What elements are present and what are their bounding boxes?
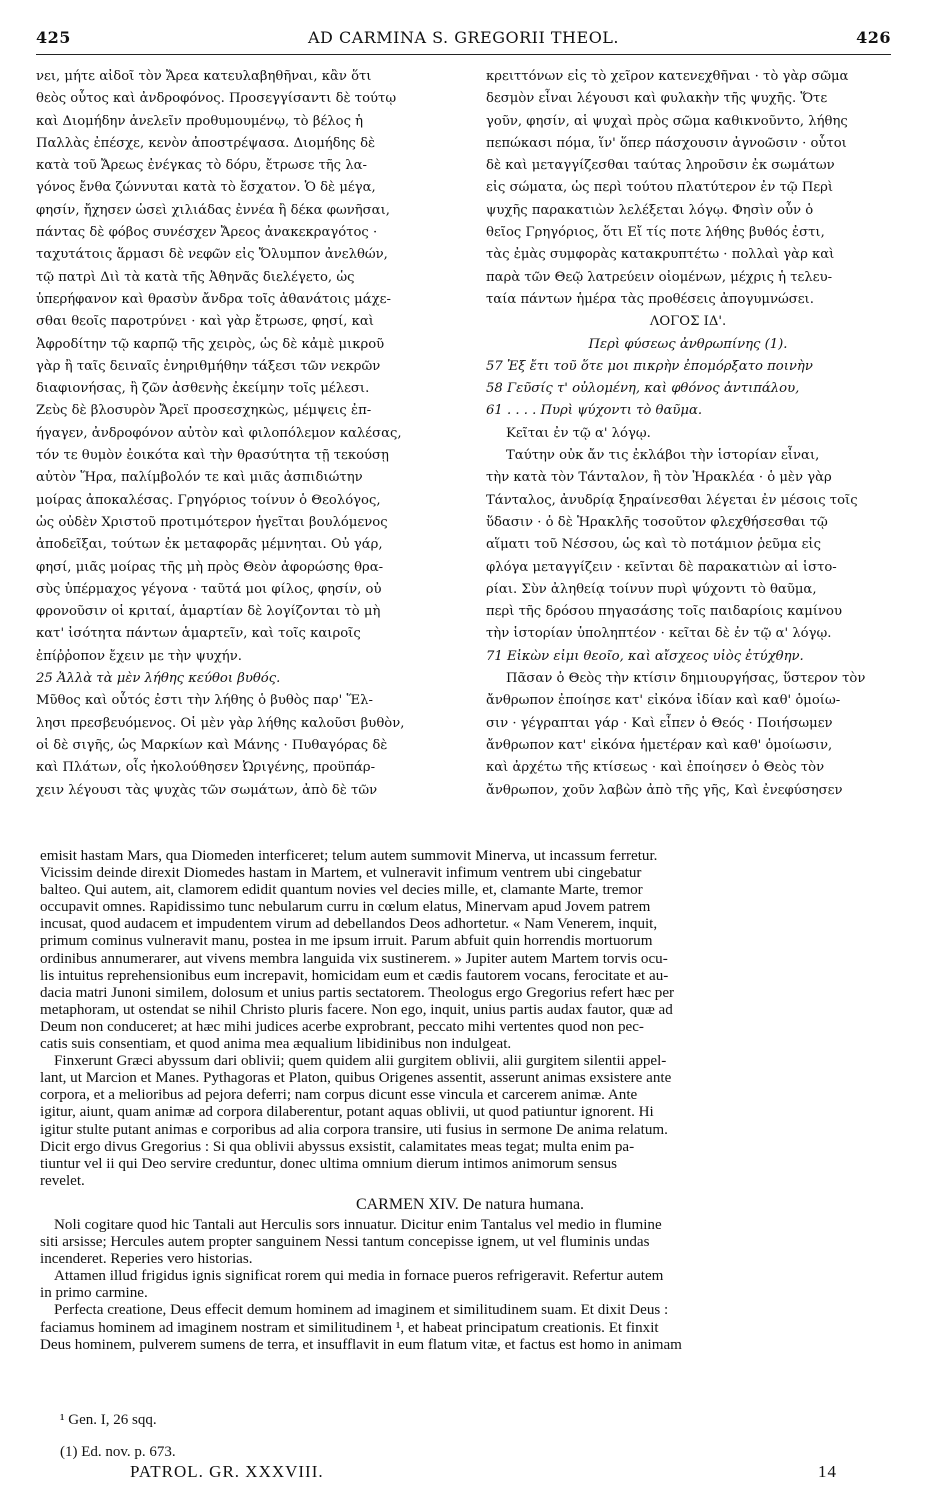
latin-line: dacia matri Junoni similem, dolosum et unius partis sectatorem. Theologus ergo Gregorius refert hæc per — [40, 984, 675, 1001]
latin-line: faciamus hominem ad imaginem nostram et similitudinem ¹, et habeat principatum creationis. Et finxit — [40, 1319, 659, 1336]
latin-translation — [40, 848, 900, 1354]
greek-right-line: τὰς ἐμὰς συμφορὰς κατακρυπτέτω · πολλαὶ γὰρ καὶ — [486, 247, 835, 263]
greek-left-line: νει, μήτε αἰδοῖ τὸν Ἄρεα κατευλαβηθῆναι, κἂν ὅτι — [36, 69, 372, 84]
greek-right-line: γοῦν, φησίν, αἱ ψυχαὶ πρὸς σῶμα καθικνοῦντο, λήθης — [486, 113, 848, 129]
greek-right-line: Κεῖται ἐν τῷ α' λόγῳ. — [506, 425, 651, 441]
latin-line: Dicit ergo divus Gregorius : Si qua oblivii abyssus exsistit, calamitates meas tegat; multa enim pa- — [40, 1138, 635, 1155]
footnote-edition: (1) Ed. nov. p. 673. — [60, 1444, 176, 1460]
greek-left-line: σθαι θεοῖς παροτρύνει · καὶ γὰρ ἔτρωσε, φησί, καὶ — [36, 314, 374, 330]
greek-left-line: κατὰ τοῦ Ἄρεως ἐνέγκας τὸ δόρυ, ἔτρωσε τῆς λα- — [36, 158, 367, 174]
greek-right-line: 57 Ἐξ ἔτι τοῦ ὅτε μοι πικρὴν ἐπομόρξατο ποινὴν — [486, 358, 813, 374]
greek-right-line: δὲ καὶ μεταγγίζεσθαι ταύτας ληροῦσιν ἐκ σωμάτων — [486, 158, 835, 174]
latin-line: primum cominus vulneravit manu, postea in me ipsum irruit. Parum abfuit quin horrendis mortuorum — [40, 933, 653, 950]
greek-left-line: διαφιονήσας, ἢ ζῶν ἀσθενὴς ἐκείμην τοῖς μέλεσι. — [36, 381, 370, 397]
latin-line: lant, ut Marcion et Manes. Pythagoras et Platon, quibus Origenes assentit, asserunt animas exsistere ante — [40, 1070, 672, 1087]
latin-line: catis suis consentiam, et quod anima mea æqualium libidinibus non indulgeat. — [40, 1036, 512, 1053]
greek-left-line: τῷ πατρὶ Διὶ τὰ κατὰ τῆς Ἀθηνᾶς διελέγετο, ὡς — [36, 269, 355, 285]
greek-right-line: ὕδασιν · ὁ δὲ Ἡρακλῆς τοσοῦτον φλεχθήσεσθαι τῷ — [486, 514, 828, 530]
greek-left-line: σὺς ὑπέρμαχος γέγονα · ταῦτά μοι φίλος, φησίν, οὐ — [36, 581, 382, 597]
footer-signature: 14 — [818, 1462, 837, 1481]
header-rule — [36, 54, 891, 55]
latin-line: Perfecta creatione, Deus effecit demum hominem ad imaginem et similitudinem suam. Et dixit Deus : — [54, 1302, 669, 1319]
greek-left-line: φρονοῦσιν οἱ κριταί, ἁμαρτίαν δὲ λογίζονται τὸ μὴ — [36, 604, 381, 620]
latin-line: metaphoram, ut ostendat se nihil Christo pluris facere. Non ego, inquit, unius partis audax fautor, quæ ad — [40, 1001, 673, 1018]
latin-line: corpora, et a melioribus ad pejora deferri; nam corpus dicunt esse vincula et carcerem animæ. Ante — [40, 1087, 638, 1104]
greek-right-line: παρὰ τῶν Θεῷ λατρεύειν οἰομένων, μέχρις ἡ τελευ- — [486, 269, 833, 285]
greek-left-line: χειν λέγουσι τὰς ψυχὰς τῶν σωμάτων, ἀπὸ δὲ τῶν — [36, 782, 378, 798]
latin-line: Deus hominem, pulverem sumens de terra, et insufflavit in eum flatum vitæ, et factus est homo in animam — [40, 1336, 682, 1353]
latin-line: occupavit omnes. Rapidissimo tunc nebularum curru in cœlum elatus, Minervam apud Jovem patrem — [40, 899, 651, 916]
running-title: AD CARMINA S. GREGORII THEOL. — [307, 28, 620, 47]
greek-left-line: γόνος ἔνθα ζώννυται κατὰ τὸ ἔσχατον. Ὁ δὲ μέγα, — [36, 180, 376, 196]
latin-line: Deum non conduceret; at hæc mihi judices acerbe exprobrant, peccato mihi vertentes quod non pec- — [40, 1018, 644, 1035]
greek-right-line: εἰς σώματα, ὡς περὶ τούτου πλατύτερον ἐν τῷ Περὶ — [486, 180, 834, 196]
latin-line: Finxerunt Græci abyssum dari oblivii; quem quidem alii gurgitem oblivii, alii gurgitem silentii appel- — [54, 1053, 667, 1070]
greek-right-line: Πᾶσαν ὁ Θεὸς τὴν κτίσιν δημιουργήσας, ὕστερον τὸν — [506, 671, 866, 687]
greek-right-line: Τάνταλος, ἀνυδρίᾳ ξηραίνεσθαι λέγεται ἐν μέσοις τοῖς — [486, 492, 858, 508]
greek-left-line: θεὸς οὗτος καὶ ἀνδροφόνος. Προσεγγίσαντι δὲ τούτῳ — [36, 91, 397, 107]
greek-left-line: αὐτὸν Ἥρα, παλίμβολόν τε καὶ μιᾶς ἀσπιδιώτην — [36, 470, 363, 486]
greek-left-line: 25 Ἀλλὰ τὰ μὲν λήθης κεύθοι βυθός. — [36, 671, 281, 687]
greek-left-line: Παλλὰς ἐπέσχε, κενὸν ἀποστρέψασα. Διομήδης δὲ — [36, 135, 376, 151]
latin-line: revelet. — [40, 1172, 85, 1189]
greek-left-line: καὶ Διομήδην ἀνελεῖν προθυμουμένῳ, τὸ βέλος ἡ — [36, 113, 364, 129]
latin-line: lis intuitus reprehensionibus eum increpavit, homicidam eum et cædis fautorem vocans, ferocitate et au- — [40, 967, 669, 984]
greek-left-line: λησι πρεσβευόμενος. Οἱ μὲν γὰρ λήθης καλοῦσι βυθὸν, — [36, 715, 405, 731]
greek-left-line: Ἀφροδίτην τῷ καρπῷ τῆς χειρὸς, ὡς δὲ κἀμὲ μικροῦ — [36, 336, 385, 352]
greek-column-left — [36, 66, 468, 826]
latin-line: Noli cogitare quod hic Tantali aut Herculis sors innuatur. Dicitur enim Tantalus vel medio in flumine — [54, 1216, 662, 1233]
greek-right-line: 61 . . . . Πυρὶ ψύχοντι τὸ θαῦμα. — [486, 403, 703, 419]
greek-left-line: ταχυτάτοις ἅρμασι δὲ νεφῶν εἰς Ὄλυμπον ἀνελθών, — [36, 247, 388, 263]
greek-left-line: φησίν, ἤχησεν ὡσεὶ χιλιάδας ἐννέα ἢ δέκα φωνῆσαι, — [36, 202, 390, 218]
latin-line: Vicissim deinde direxit Diomedes hastam in Martem, et vulneravit infimum ventrem ubi cingebatur — [40, 865, 642, 882]
greek-right-line: τὴν κατὰ τὸν Τάνταλον, ἢ τὸν Ἡρακλέα · ὁ μὲν γὰρ — [486, 470, 832, 486]
greek-right-line: 71 Εἰκὼν εἰμι θεοῖο, καὶ αἴσχεος υἱὸς ἐτύχθην. — [486, 648, 804, 664]
greek-right-line: ρίαι. Σὺν ἀληθείᾳ τοίνυν πυρὶ ψύχοντι τὸ θαῦμα, — [486, 581, 817, 597]
running-header — [36, 28, 891, 52]
greek-left-line: ήγαγεν, ἀνδροφόνον αὐτὸν καὶ φιλοπόλεμον καλέσας, — [36, 425, 402, 441]
footnote-scripture: ¹ Gen. I, 26 sqq. — [60, 1412, 157, 1428]
greek-right-line: τὴν ἱστορίαν ὑποληπτέον · κεῖται δὲ ἐν τῷ α' λόγῳ. — [486, 626, 832, 642]
greek-left-line: ἀποδεῖξαι, τούτων ἐκ μεταφορᾶς μέμνηται. Οὐ γάρ, — [36, 537, 383, 553]
latin-line: igitur, aiunt, quam animæ ad corpora dilaberentur, potant aquas oblivii, ut quod patiuntur ignorent. Hi — [40, 1104, 654, 1121]
latin-line: in primo carmine. — [40, 1285, 148, 1302]
latin-line: igitur stulte putant animas e corporibus ad alia corpora transire, uti fusius in sermone De anima relatum. — [40, 1121, 668, 1138]
greek-right-line: πεπώκασι πόμα, ἵν' ὅπερ πάσχουσιν ἀγνοῶσιν · οὗτοι — [486, 135, 847, 151]
greek-right-line: θεῖος Γρηγόριος, ὅτι Εἴ τίς ποτε λήθης βυθός ἐστι, — [486, 225, 825, 241]
greek-right-line: δεσμὸν εἶναι λέγουσι καὶ φυλακὴν τῆς ψυχῆς. Ὅτε — [486, 91, 828, 107]
latin-line: ordinibus annumerarer, aut vivens membra languida vix sustinerem. » Jupiter autem Martem torvis ocu- — [40, 950, 668, 967]
footer-series-title: PATROL. GR. XXXVIII. — [130, 1462, 324, 1481]
greek-right-line: αἵματι τοῦ Νέσσου, ὡς καὶ τὸ ποτάμιον ῥεῦμα εἰς — [486, 537, 821, 553]
greek-left-line: πάντας δὲ φόβος συνέσχεν Ἄρεος ἀνακεκραγότος · — [36, 225, 378, 241]
page-number-left: 425 — [36, 28, 71, 47]
greek-left-line: Μῦθος καὶ οὗτός ἐστι τὴν λήθης ὁ βυθὸς παρ' Ἕλ- — [36, 693, 373, 709]
greek-left-line: ὡς οὐδὲν Χριστοῦ προτιμότερον ἡγεῖται βουλόμενος — [36, 514, 388, 530]
greek-right-line: καὶ ἀρχέτω τῆς κτίσεως · καὶ ἐποίησεν ὁ Θεὸς τὸν — [486, 760, 825, 776]
page-number-right: 426 — [856, 28, 891, 47]
latin-line: emisit hastam Mars, qua Diomeden interficeret; telum autem summovit Minerva, ut incassum ferretur. — [40, 848, 658, 864]
greek-right-line: περὶ τῆς δρόσου πηγασάσης τοῖς παιδαρίοις καμίνου — [486, 604, 842, 620]
latin-line: incenderet. Reperies vero historias. — [40, 1251, 253, 1268]
greek-right-line: Ταύτην οὐκ ἄν τις ἐκλάβοι τὴν ἱστορίαν εἶναι, — [506, 448, 820, 464]
greek-right-line: ἄνθρωπον, χοῦν λαβὼν ἀπὸ τῆς γῆς, Καὶ ἐνεφύσησεν — [486, 782, 843, 798]
latin-line: siti arsisse; Hercules autem propter sanguinem Nessi tantum concepisse ignem, ut vel fluminis undas — [40, 1234, 650, 1251]
greek-left-line: γὰρ ἢ ταῖς δειναῖς ἐνηριθμήθην τάξεσι τῶν νεκρῶν — [36, 358, 381, 374]
latin-line: Attamen illud frigidus ignis significat rorem qui media in fornace pueros refrigeravit. Refertur autem — [54, 1268, 664, 1285]
greek-left-line: κατ' ἰσότητα πάντων ἁμαρτεῖν, καὶ τοῖς καιροῖς — [36, 626, 361, 642]
greek-left-line: οἱ δὲ σιγῆς, ὡς Μαρκίων καὶ Μάνης · Πυθαγόρας δὲ — [36, 737, 388, 753]
greek-right-line: 58 Γεῦσίς τ' οὐλομένη, καὶ φθόνος ἀντιπάλου, — [486, 381, 800, 397]
greek-left-line: ἐπίῤῥοπον ἔχειν με τὴν ψυχήν. — [36, 648, 242, 664]
greek-left-line: φησί, μιᾶς μοίρας τῆς μὴ πρὸς Θεὸν ἀφορώσης θρα- — [36, 559, 384, 575]
latin-line: balteo. Qui autem, ait, clamorem edidit quantum novies vel decies mille, et, clamante Marte, tremor — [40, 882, 643, 899]
greek-right-line: ἄνθρωπον ἐποίησε κατ' εἰκόνα ἰδίαν καὶ καθ' ὁμοίω- — [486, 693, 841, 709]
greek-right-line: ταία πάντων ἡμέρα τὰς προθέσεις ἀπογυμνώσει. — [486, 291, 814, 307]
latin-line: tiuntur vel ii qui Deo servire creduntur, donec ultima omnium dierum intimos animorum sensus — [40, 1155, 618, 1172]
greek-left-line: καὶ Πλάτων, οἷς ἠκολούθησεν Ὠριγένης, προϋπάρ- — [36, 760, 376, 776]
greek-left-line: ὑπερήφανον καὶ θρασὺν ἄνδρα τοῖς ἀθανάτοις μάχε- — [36, 291, 391, 307]
latin-line: CARMEN XIV. De natura humana. — [355, 1195, 585, 1213]
greek-left-line: μοίρας ἀποκαλέσας. Γρηγόριος τοίνυν ὁ Θεολόγος, — [36, 492, 381, 508]
greek-right-line: κρειττόνων εἰς τὸ χεῖρον κατενεχθῆναι · τὸ γὰρ σῶμα — [486, 69, 849, 84]
greek-right-line: ψυχῆς παρακατιὼν λελέξεται λόγῳ. Φησὶν οὖν ὁ — [486, 202, 814, 218]
greek-right-line: Περὶ φύσεως ἀνθρωπίνης (1). — [588, 336, 788, 352]
greek-left-line: Ζεὺς δὲ βλοσυρὸν Ἄρεϊ προσεσχηκὼς, μέμψεις ἐπ- — [36, 403, 372, 419]
latin-line: incusat, quod audacem et impudentem virum ad debellandos Deos adhortetur. « Nam Venerem, inquit, — [40, 916, 658, 933]
greek-left-line: τόν τε θυμὸν ἐοικότα καὶ τὴν θρασύτητα τῇ τεκούσῃ — [36, 448, 389, 464]
greek-right-line: ἄνθρωπον κατ' εἰκόνα ἡμετέραν καὶ καθ' ὁμοίωσιν, — [486, 737, 833, 753]
greek-right-line: ΛΟΓΟΣ ΙΔ'. — [649, 314, 727, 330]
greek-right-line: φλόγα μεταγγίζειν · κεῖνται δὲ παρακατιὼν αἱ ἱστο- — [486, 559, 837, 575]
greek-column-right — [486, 66, 890, 826]
greek-right-line: σιν · γέγραπται γάρ · Καὶ εἶπεν ὁ Θεός · Ποιήσωμεν — [486, 715, 833, 731]
